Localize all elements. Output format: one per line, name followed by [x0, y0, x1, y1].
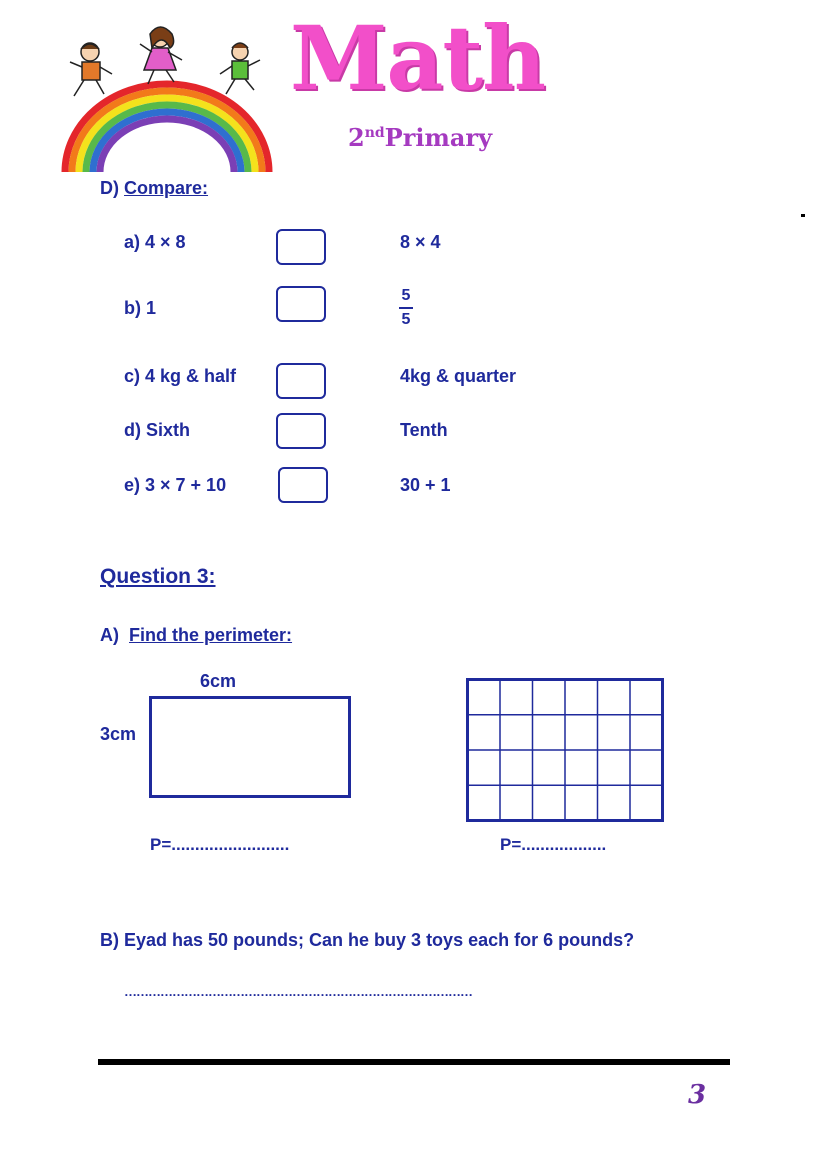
compare-heading: D) Compare: — [100, 178, 209, 198]
compare-e-right: 30 + 1 — [400, 475, 451, 495]
footer-rule — [98, 1059, 730, 1065]
page-title: Math — [290, 6, 546, 110]
compare-b-right-fraction: 5 5 — [399, 287, 413, 329]
compare-c-left: c) 4 kg & half — [124, 366, 237, 386]
perimeter-answer-2[interactable]: P=.................. — [500, 835, 607, 854]
rainbow-kids-illustration — [60, 22, 275, 187]
grade-subtitle: 2ndPrimary — [348, 123, 493, 152]
stray-mark — [801, 214, 805, 217]
rectangle-width-label: 6cm — [200, 671, 237, 691]
rectangle-height-label: 3cm — [100, 724, 137, 744]
kid-left-icon — [70, 43, 112, 96]
rectangle-shape — [149, 696, 351, 798]
question-b-answer-line[interactable]: …………………………………………………………………………… — [124, 984, 472, 999]
compare-a-right: 8 × 4 — [400, 232, 441, 252]
compare-d-left: d) Sixth — [124, 420, 190, 440]
compare-a-left: a) 4 × 8 — [124, 232, 186, 252]
page-number: 3 — [688, 1080, 707, 1110]
compare-b-box[interactable] — [276, 286, 326, 322]
compare-d-box[interactable] — [276, 413, 326, 449]
compare-e-box[interactable] — [278, 467, 328, 503]
kid-middle-icon — [140, 27, 182, 84]
perimeter-heading: A) Find the perimeter: — [100, 625, 293, 645]
grid-shape — [466, 678, 664, 822]
compare-d-right: Tenth — [400, 420, 448, 440]
perimeter-answer-1[interactable]: P=......................... — [150, 835, 290, 854]
compare-c-right: 4kg & quarter — [400, 366, 517, 386]
compare-b-left: b) 1 — [124, 298, 157, 318]
compare-e-left: e) 3 × 7 + 10 — [124, 475, 227, 495]
compare-c-box[interactable] — [276, 363, 326, 399]
kid-right-icon — [220, 43, 260, 94]
compare-a-box[interactable] — [276, 229, 326, 265]
question3-heading: Question 3: — [100, 565, 216, 588]
question-b-text: B) Eyad has 50 pounds; Can he buy 3 toys each for 6 pounds? — [100, 930, 635, 950]
